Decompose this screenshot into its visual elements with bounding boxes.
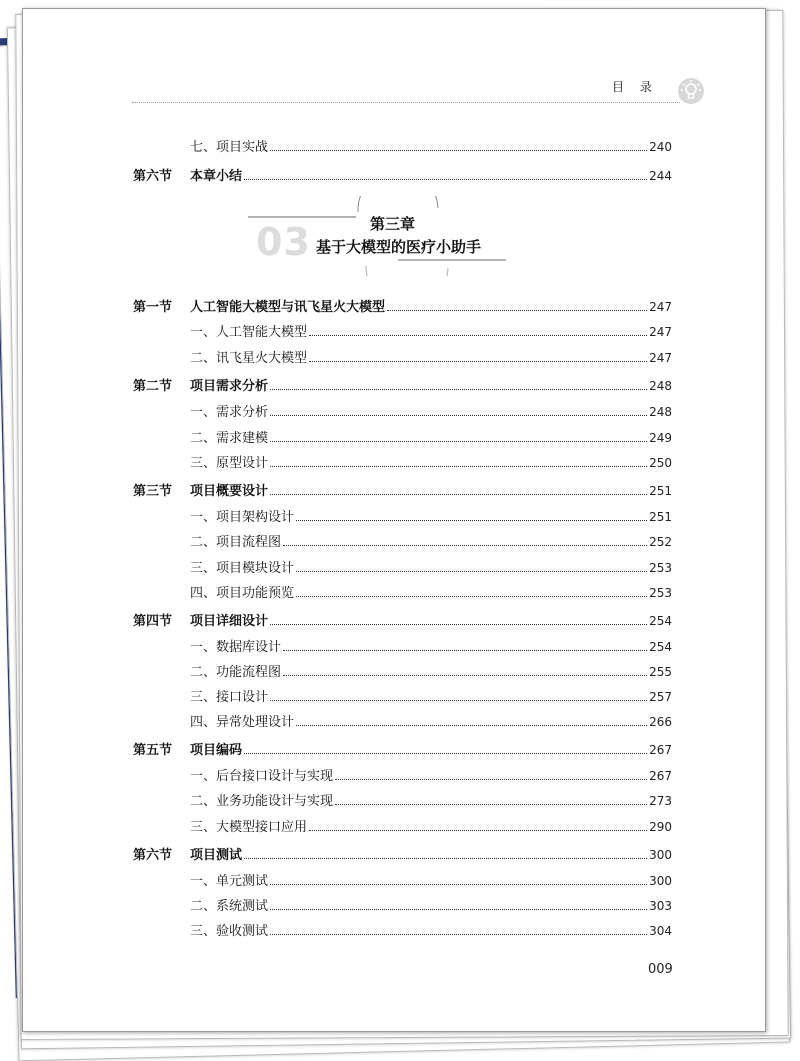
toc-leader-dots xyxy=(270,623,647,625)
toc-entry xyxy=(0,711,800,733)
toc-entry xyxy=(0,686,800,708)
toc-page-number: 247 xyxy=(649,325,672,339)
toc-entry-title: 一、单元测试 xyxy=(190,874,269,889)
toc-leader-dots xyxy=(387,309,647,311)
toc-entry-title: 本章小结 xyxy=(190,169,243,184)
toc-leader-dots xyxy=(270,440,647,442)
toc-entry xyxy=(0,427,800,449)
toc-entry-body xyxy=(190,427,672,446)
toc-leader-dots xyxy=(270,699,647,701)
toc-page-number: 303 xyxy=(649,899,672,913)
chapter-heading xyxy=(248,196,518,276)
toc-page-number: 267 xyxy=(649,769,672,783)
toc-leader-dots xyxy=(283,674,647,676)
toc-entry-body xyxy=(190,844,672,863)
toc-entry xyxy=(0,765,800,787)
toc-section-label: 第六节 xyxy=(133,169,173,184)
toc-section-label: 第一节 xyxy=(133,300,173,315)
toc-page-number: 290 xyxy=(649,820,672,834)
toc-page-number: 266 xyxy=(649,715,672,729)
toc-entry-body xyxy=(190,582,672,601)
toc-entry-body xyxy=(190,636,672,655)
toc-entry-body xyxy=(190,686,672,705)
toc-entry xyxy=(0,506,800,528)
toc-leader-dots xyxy=(296,595,647,597)
toc-leader-dots xyxy=(270,465,647,467)
toc-entry-body xyxy=(190,790,672,809)
toc-entry-body xyxy=(190,816,672,835)
toc-entry xyxy=(0,452,800,474)
toc-entry-title: 二、系统测试 xyxy=(190,899,269,914)
toc-entry-body xyxy=(190,661,672,680)
toc-page-number: 254 xyxy=(649,614,672,628)
toc-leader-dots xyxy=(270,883,647,885)
toc-entry xyxy=(0,895,800,917)
toc-entry-title: 项目测试 xyxy=(190,848,243,863)
toc-page-number: 267 xyxy=(649,743,672,757)
toc-entry-body xyxy=(190,165,672,184)
toc-entry xyxy=(0,296,800,318)
toc-entry-body xyxy=(190,452,672,471)
toc-leader-dots xyxy=(270,149,647,151)
toc-entry-title: 三、接口设计 xyxy=(190,690,269,705)
toc-section-label: 第三节 xyxy=(133,484,173,499)
toc-page-number: 304 xyxy=(649,924,672,938)
toc-entry-title: 人工智能大模型与讯飞星火大模型 xyxy=(190,300,386,315)
lightbulb-icon xyxy=(676,76,706,106)
toc-entry-body xyxy=(190,321,672,340)
toc-entry-title: 三、原型设计 xyxy=(190,456,269,471)
toc-leader-dots xyxy=(244,752,647,754)
toc-entry xyxy=(0,582,800,604)
toc-leader-dots xyxy=(270,414,647,416)
toc-entry-title: 一、后台接口设计与实现 xyxy=(190,769,334,784)
toc-section-label: 第六节 xyxy=(133,848,173,863)
toc-entry xyxy=(0,136,800,158)
toc-page-number: 244 xyxy=(649,169,672,183)
toc-entry-title: 二、项目流程图 xyxy=(190,535,282,550)
toc-page-number: 249 xyxy=(649,431,672,445)
toc-entry xyxy=(0,844,800,866)
toc-page-number: 300 xyxy=(649,874,672,888)
toc-leader-dots xyxy=(309,334,647,336)
toc-entry-title: 二、功能流程图 xyxy=(190,665,282,680)
toc-leader-dots xyxy=(244,857,647,859)
toc-entry-body xyxy=(190,375,672,394)
toc-entry xyxy=(0,739,800,761)
toc-page-number: 247 xyxy=(649,300,672,314)
toc-entry-body xyxy=(190,765,672,784)
toc-entry xyxy=(0,661,800,683)
toc-entry-body xyxy=(190,347,672,366)
toc-entry-body xyxy=(190,870,672,889)
toc-leader-dots xyxy=(309,360,647,362)
chapter-label: 第三章 xyxy=(370,215,416,233)
toc-page-number: 250 xyxy=(649,456,672,470)
toc-leader-dots xyxy=(283,544,647,546)
toc-page-number: 255 xyxy=(649,665,672,679)
toc-entry xyxy=(0,347,800,369)
toc-entry-body xyxy=(190,296,672,315)
toc-entry-body xyxy=(190,531,672,550)
toc-page-number: 252 xyxy=(649,535,672,549)
toc-entry-body xyxy=(190,401,672,420)
toc-page-number: 251 xyxy=(649,484,672,498)
toc-entry-title: 三、验收测试 xyxy=(190,924,269,939)
toc-leader-dots xyxy=(270,933,647,935)
toc-leader-dots xyxy=(335,803,647,805)
toc-page-number: 257 xyxy=(649,690,672,704)
toc-page-number: 300 xyxy=(649,848,672,862)
page-number: 009 xyxy=(648,962,673,977)
toc-entry-title: 二、需求建模 xyxy=(190,431,269,446)
toc-page-number: 253 xyxy=(649,561,672,575)
toc-entry-body xyxy=(190,480,672,499)
toc-leader-dots xyxy=(296,570,647,572)
toc-entry-title: 项目概要设计 xyxy=(190,484,269,499)
toc-entry-title: 三、项目模块设计 xyxy=(190,561,295,576)
toc-entry xyxy=(0,165,800,187)
toc-entry xyxy=(0,920,800,942)
toc-entry-title: 一、项目架构设计 xyxy=(190,510,295,525)
toc-page-number: 240 xyxy=(649,140,672,154)
toc-entry-title: 项目编码 xyxy=(190,743,243,758)
toc-leader-dots xyxy=(270,388,647,390)
toc-entry xyxy=(0,375,800,397)
chapter-number: 03 xyxy=(256,220,311,264)
toc-entry xyxy=(0,531,800,553)
toc-leader-dots xyxy=(309,829,647,831)
toc-page-number: 251 xyxy=(649,510,672,524)
chapter-title: 基于大模型的医疗小助手 xyxy=(316,238,482,256)
toc-entry-body xyxy=(190,557,672,576)
toc-entry-title: 三、大模型接口应用 xyxy=(190,820,308,835)
toc-section-label: 第四节 xyxy=(133,614,173,629)
toc-entry-body xyxy=(190,739,672,758)
toc-page-number: 247 xyxy=(649,351,672,365)
toc-entry-title: 项目详细设计 xyxy=(190,614,269,629)
toc-entry-body xyxy=(190,920,672,939)
toc-leader-dots xyxy=(335,778,647,780)
toc-page-number: 248 xyxy=(649,405,672,419)
toc-entry xyxy=(0,557,800,579)
toc-entry-title: 七、项目实战 xyxy=(190,140,269,155)
toc-entry xyxy=(0,790,800,812)
toc-entry xyxy=(0,816,800,838)
toc-leader-dots xyxy=(270,493,647,495)
toc-entry xyxy=(0,321,800,343)
header-label: 目 录 xyxy=(612,80,658,94)
toc-entry xyxy=(0,480,800,502)
toc-entry-title: 四、异常处理设计 xyxy=(190,715,295,730)
toc-page-number: 253 xyxy=(649,586,672,600)
toc-entry xyxy=(0,401,800,423)
toc-leader-dots xyxy=(244,178,647,180)
toc-entry-body xyxy=(190,506,672,525)
toc-section-label: 第五节 xyxy=(133,743,173,758)
toc-page-number: 248 xyxy=(649,379,672,393)
toc-entry-body xyxy=(190,610,672,629)
toc-entry xyxy=(0,870,800,892)
toc-leader-dots xyxy=(270,908,647,910)
toc-entry-title: 一、人工智能大模型 xyxy=(190,325,308,340)
toc-entry-title: 四、项目功能预览 xyxy=(190,586,295,601)
toc-leader-dots xyxy=(296,519,647,521)
toc-leader-dots xyxy=(296,724,647,726)
toc-entry-title: 一、需求分析 xyxy=(190,405,269,420)
toc-leader-dots xyxy=(283,649,647,651)
toc-entry-title: 项目需求分析 xyxy=(190,379,269,394)
toc-entry-title: 二、讯飞星火大模型 xyxy=(190,351,308,366)
toc-entry xyxy=(0,610,800,632)
header-divider xyxy=(132,102,680,103)
toc-entry-body xyxy=(190,136,672,155)
toc-page-number: 273 xyxy=(649,794,672,808)
toc-section-label: 第二节 xyxy=(133,379,173,394)
toc-entry xyxy=(0,636,800,658)
toc-entry-title: 一、数据库设计 xyxy=(190,640,282,655)
toc-page-number: 254 xyxy=(649,640,672,654)
toc-entry-body xyxy=(190,711,672,730)
toc-entry-body xyxy=(190,895,672,914)
toc-entry-title: 二、业务功能设计与实现 xyxy=(190,794,334,809)
